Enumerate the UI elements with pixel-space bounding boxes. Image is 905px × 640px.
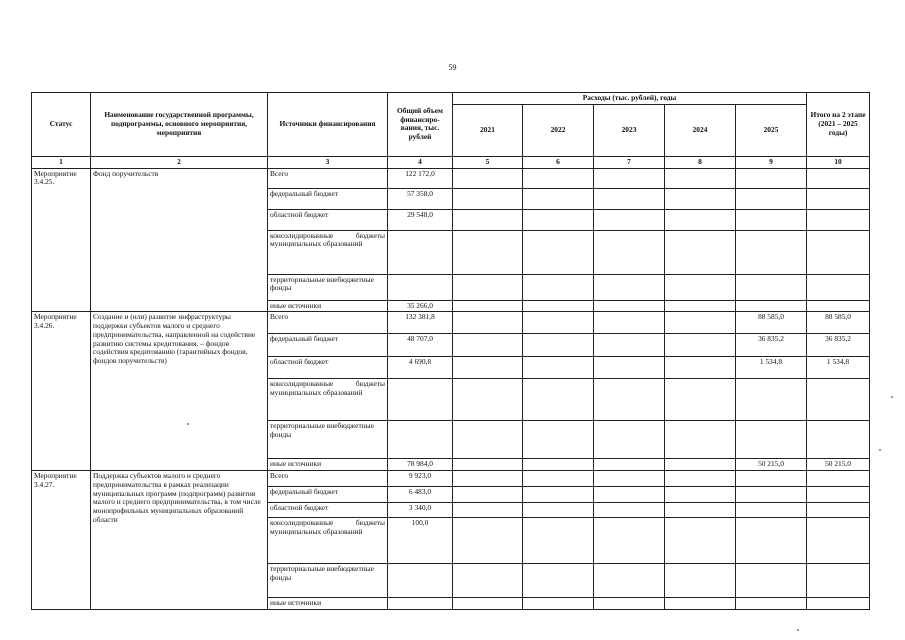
activity-block — [32, 312, 870, 471]
funding-source: областной бюджет — [268, 209, 388, 230]
activity-block — [32, 471, 870, 610]
total-amount: 48 707,0 — [388, 334, 453, 357]
amount-2025 — [736, 188, 807, 209]
amount-2025 — [736, 379, 807, 421]
column-number: 3 — [268, 156, 388, 168]
total-amount: 57 358,0 — [388, 188, 453, 209]
funding-source: консолидированные бюджеты муниципальных образований — [268, 518, 388, 564]
stage-total: 1 534,8 — [807, 357, 870, 379]
total-amount: 4 690,8 — [388, 357, 453, 379]
header-stage-total: Итого на 2 этапе (2021 – 2025 годы) — [807, 93, 870, 157]
activity-name: Поддержка субъектов малого и среднего предпринимательства в рамках реализации муниципальных программ (подпрограмм) развития малого и среднего предпринимательства, в том числе монопрофильных муниципальных образований области — [91, 471, 268, 610]
stage-total — [807, 168, 870, 188]
header-status: Статус — [32, 93, 91, 157]
amount-2025 — [736, 598, 807, 610]
column-number: 2 — [91, 156, 268, 168]
page-number: 59 — [448, 63, 457, 72]
stage-total: 88 585,0 — [807, 312, 870, 334]
stage-total — [807, 471, 870, 487]
amount-2025: 1 534,8 — [736, 357, 807, 379]
total-amount: 122 172,0 — [388, 168, 453, 188]
funding-source: консолидированные бюджеты муниципальных образований — [268, 379, 388, 421]
funding-source: территориальные внебюджетные фонды — [268, 274, 388, 300]
total-amount: 9 923,0 — [388, 471, 453, 487]
funding-source: консолидированные бюджеты муниципальных образований — [268, 230, 388, 274]
financing-table — [31, 92, 870, 610]
column-number: 4 — [388, 156, 453, 168]
stage-total — [807, 230, 870, 274]
amount-2025: 36 835,2 — [736, 334, 807, 357]
activity-status: Мероприятие 3.4.26. — [32, 312, 91, 471]
amount-2025 — [736, 471, 807, 487]
total-amount — [388, 598, 453, 610]
funding-source: Всего — [268, 471, 388, 487]
stage-total — [807, 503, 870, 518]
scan-speck — [879, 449, 881, 451]
stage-total: 36 835,2 — [807, 334, 870, 357]
amount-2025: 50 215,0 — [736, 459, 807, 471]
activity-status: Мероприятие 3.4.25. — [32, 168, 91, 312]
table-row — [32, 312, 870, 334]
column-number: 8 — [665, 156, 736, 168]
stage-total — [807, 209, 870, 230]
amount-2025 — [736, 274, 807, 300]
column-number: 1 — [32, 156, 91, 168]
funding-source: территориальные внебюджетные фонды — [268, 421, 388, 459]
header-year: 2021 — [453, 104, 523, 156]
amount-2025 — [736, 421, 807, 459]
scan-speck — [891, 396, 893, 398]
stage-total — [807, 300, 870, 312]
total-amount — [388, 379, 453, 421]
amount-2025 — [736, 564, 807, 598]
total-amount: 3 340,0 — [388, 503, 453, 518]
amount-2025 — [736, 300, 807, 312]
funding-source: федеральный бюджет — [268, 334, 388, 357]
funding-source: областной бюджет — [268, 357, 388, 379]
funding-source: федеральный бюджет — [268, 188, 388, 209]
stage-total: 50 215,0 — [807, 459, 870, 471]
total-amount: 100,0 — [388, 518, 453, 564]
column-number: 5 — [453, 156, 523, 168]
stage-total — [807, 274, 870, 300]
stage-total — [807, 421, 870, 459]
funding-source: Всего — [268, 312, 388, 334]
table-row — [32, 168, 870, 188]
stage-total — [807, 598, 870, 610]
amount-2025 — [736, 518, 807, 564]
total-amount: 35 266,0 — [388, 300, 453, 312]
funding-source: территориальные внебюджетные фонды — [268, 564, 388, 598]
header-year: 2023 — [594, 104, 665, 156]
column-number: 6 — [523, 156, 594, 168]
stage-total — [807, 379, 870, 421]
header-expenses: Расходы (тыс. рублей), годы — [453, 93, 807, 105]
amount-2025 — [736, 487, 807, 503]
funding-source: федеральный бюджет — [268, 487, 388, 503]
header-year: 2022 — [523, 104, 594, 156]
amount-2025 — [736, 168, 807, 188]
total-amount: 6 483,0 — [388, 487, 453, 503]
header-year: 2024 — [665, 104, 736, 156]
activity-name: Создание и (или) развитие инфраструктуры поддержки субъектов малого и среднего предпринимательства, направленной на содействие развитию системы кредитования, – фондов содействия кредитованию (гарантийных фондов, фондов поручительств) — [91, 312, 268, 471]
stage-total — [807, 487, 870, 503]
funding-source: иные источники — [268, 459, 388, 471]
amount-2025 — [736, 209, 807, 230]
header-total: Общий объем финансиро-вания, тыс. рублей — [388, 93, 453, 157]
stage-total — [807, 564, 870, 598]
header-year: 2025 — [736, 104, 807, 156]
amount-2025: 88 585,0 — [736, 312, 807, 334]
total-amount — [388, 564, 453, 598]
total-amount — [388, 230, 453, 274]
stage-total — [807, 518, 870, 564]
table-row — [32, 471, 870, 487]
column-number: 10 — [807, 156, 870, 168]
amount-2025 — [736, 503, 807, 518]
funding-source: иные источники — [268, 300, 388, 312]
scan-speck — [797, 629, 799, 631]
funding-source: областной бюджет — [268, 503, 388, 518]
stage-total — [807, 188, 870, 209]
activity-status: Мероприятие 3.4.27. — [32, 471, 91, 610]
scan-speck — [187, 423, 189, 425]
total-amount — [388, 421, 453, 459]
header-name: Наименование государственной программы, подпрограммы, основного мероприятия, мероприятия — [91, 93, 268, 157]
column-number: 7 — [594, 156, 665, 168]
total-amount: 29 548,0 — [388, 209, 453, 230]
activity-name: Фонд поручительств — [91, 168, 268, 312]
activity-block — [32, 168, 870, 312]
funding-source: Всего — [268, 168, 388, 188]
header-sources: Источники финансирования — [268, 93, 388, 157]
total-amount: 78 984,0 — [388, 459, 453, 471]
funding-source: иные источники — [268, 598, 388, 610]
amount-2025 — [736, 230, 807, 274]
total-amount: 132 381,8 — [388, 312, 453, 334]
total-amount — [388, 274, 453, 300]
column-number: 9 — [736, 156, 807, 168]
